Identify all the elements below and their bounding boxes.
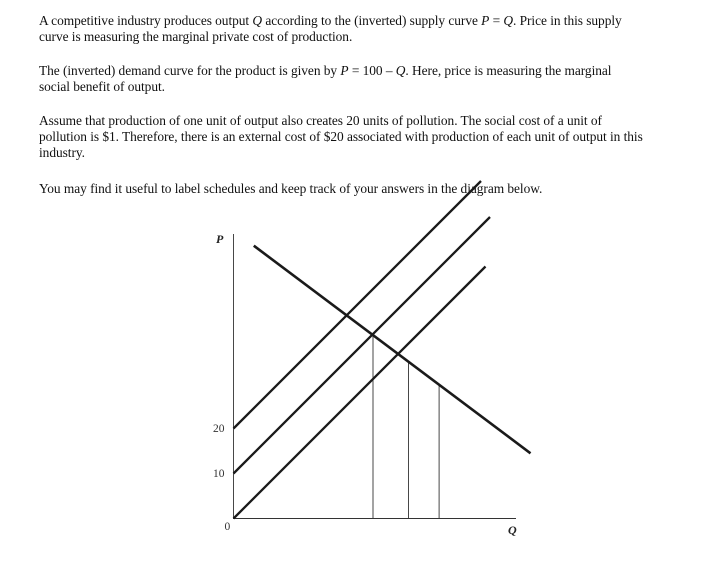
demand-curve <box>254 246 531 454</box>
intro-line-2: curve is measuring the marginal private cost of production. <box>39 29 353 44</box>
demand-text-a: The (inverted) demand curve for the product is given by <box>39 63 341 78</box>
intro-text-c: . Price in this supply <box>513 13 622 28</box>
supply-eq-mid: = <box>489 13 504 28</box>
x-axis-label: Q <box>508 523 517 537</box>
demand-eq-mid: = 100 – <box>348 63 396 78</box>
y-tick-label-20: 20 <box>213 423 225 435</box>
y-tick-label-10: 10 <box>213 468 225 480</box>
demand-eq-p: P <box>340 63 349 78</box>
supply-eq-p: P <box>481 13 490 28</box>
pollution-line-1: Assume that production of one unit of output also creates 20 units of pollution. The social cost of a unit of <box>39 113 602 128</box>
intro-text-b: according to the (inverted) supply curve <box>262 13 482 28</box>
demand-eq-q: Q <box>395 63 406 78</box>
supply-eq-q: Q <box>503 13 514 28</box>
curves <box>234 181 531 519</box>
intro-text-a: A competitive industry produces output <box>39 13 253 28</box>
demand-text-b: . Here, price is measuring the marginal <box>405 63 612 78</box>
instruction-line: You may find it useful to label schedules and keep track of your answers in the diagram below. <box>39 181 543 196</box>
demand-line-2: social benefit of output. <box>39 79 165 94</box>
supply-middle-curve <box>234 217 491 474</box>
pollution-line-3: industry. <box>39 145 85 160</box>
drop-lines <box>373 335 439 518</box>
y-axis-label: P <box>216 232 224 246</box>
supply-upper-curve <box>234 181 482 429</box>
pollution-line-2: pollution is $1. Therefore, there is an external cost of $20 associated with production of each unit of output in this <box>39 129 643 144</box>
origin-label: 0 <box>224 521 231 533</box>
output-variable: Q <box>252 13 263 28</box>
